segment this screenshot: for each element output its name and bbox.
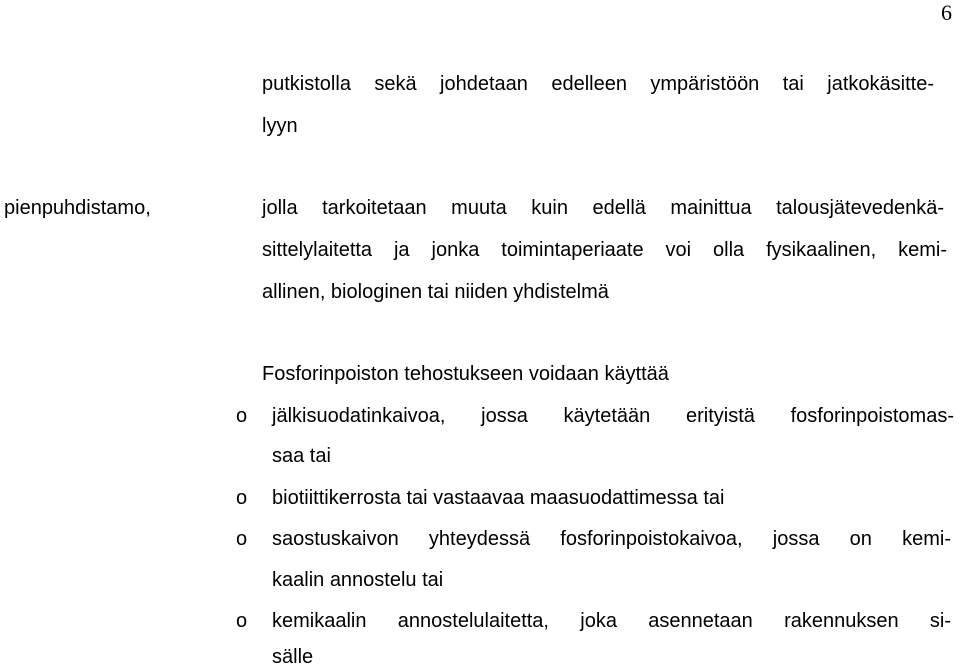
intro-line-1: putkistolla sekä johdetaan edelleen ympäristöön tai jatkokäsitte- [262,73,934,95]
definition-line-1: jolla tarkoitetaan muuta kuin edellä mainittua talousjätevedenkä- [262,197,944,219]
bullet-marker: o [236,528,248,550]
bullet-marker: o [236,405,248,427]
bullet-3-line-1: saostuskaivon yhteydessä fosforinpoistokaivoa, jossa on kemi- [272,528,951,550]
bullet-4-line-2: sälle [272,646,314,668]
bullet-marker: o [236,610,248,632]
bullet-marker: o [236,487,248,509]
intro-line-2: lyyn [262,115,298,137]
bullet-2-line-1: biotiittikerrosta tai vastaavaa maasuodattimessa tai [272,487,725,509]
definition-line-3: allinen, biologinen tai niiden yhdistelmä [262,281,609,303]
bullet-3-line-2: kaalin annostelu tai [272,569,444,591]
bullet-1-line-1: jälkisuodatinkaivoa, jossa käytetään erityistä fosforinpoistomas- [272,405,954,427]
definition-term: pienpuhdistamo, [4,197,151,219]
section-heading: Fosforinpoiston tehostukseen voidaan käyttää [262,363,669,385]
definition-line-2: sittelylaitetta ja jonka toimintaperiaate voi olla fysikaalinen, kemi- [262,239,947,261]
page-number: 6 [941,0,952,25]
bullet-1-line-2: saa tai [272,445,331,467]
bullet-4-line-1: kemikaalin annostelulaitetta, joka asennetaan rakennuksen si- [272,610,951,632]
